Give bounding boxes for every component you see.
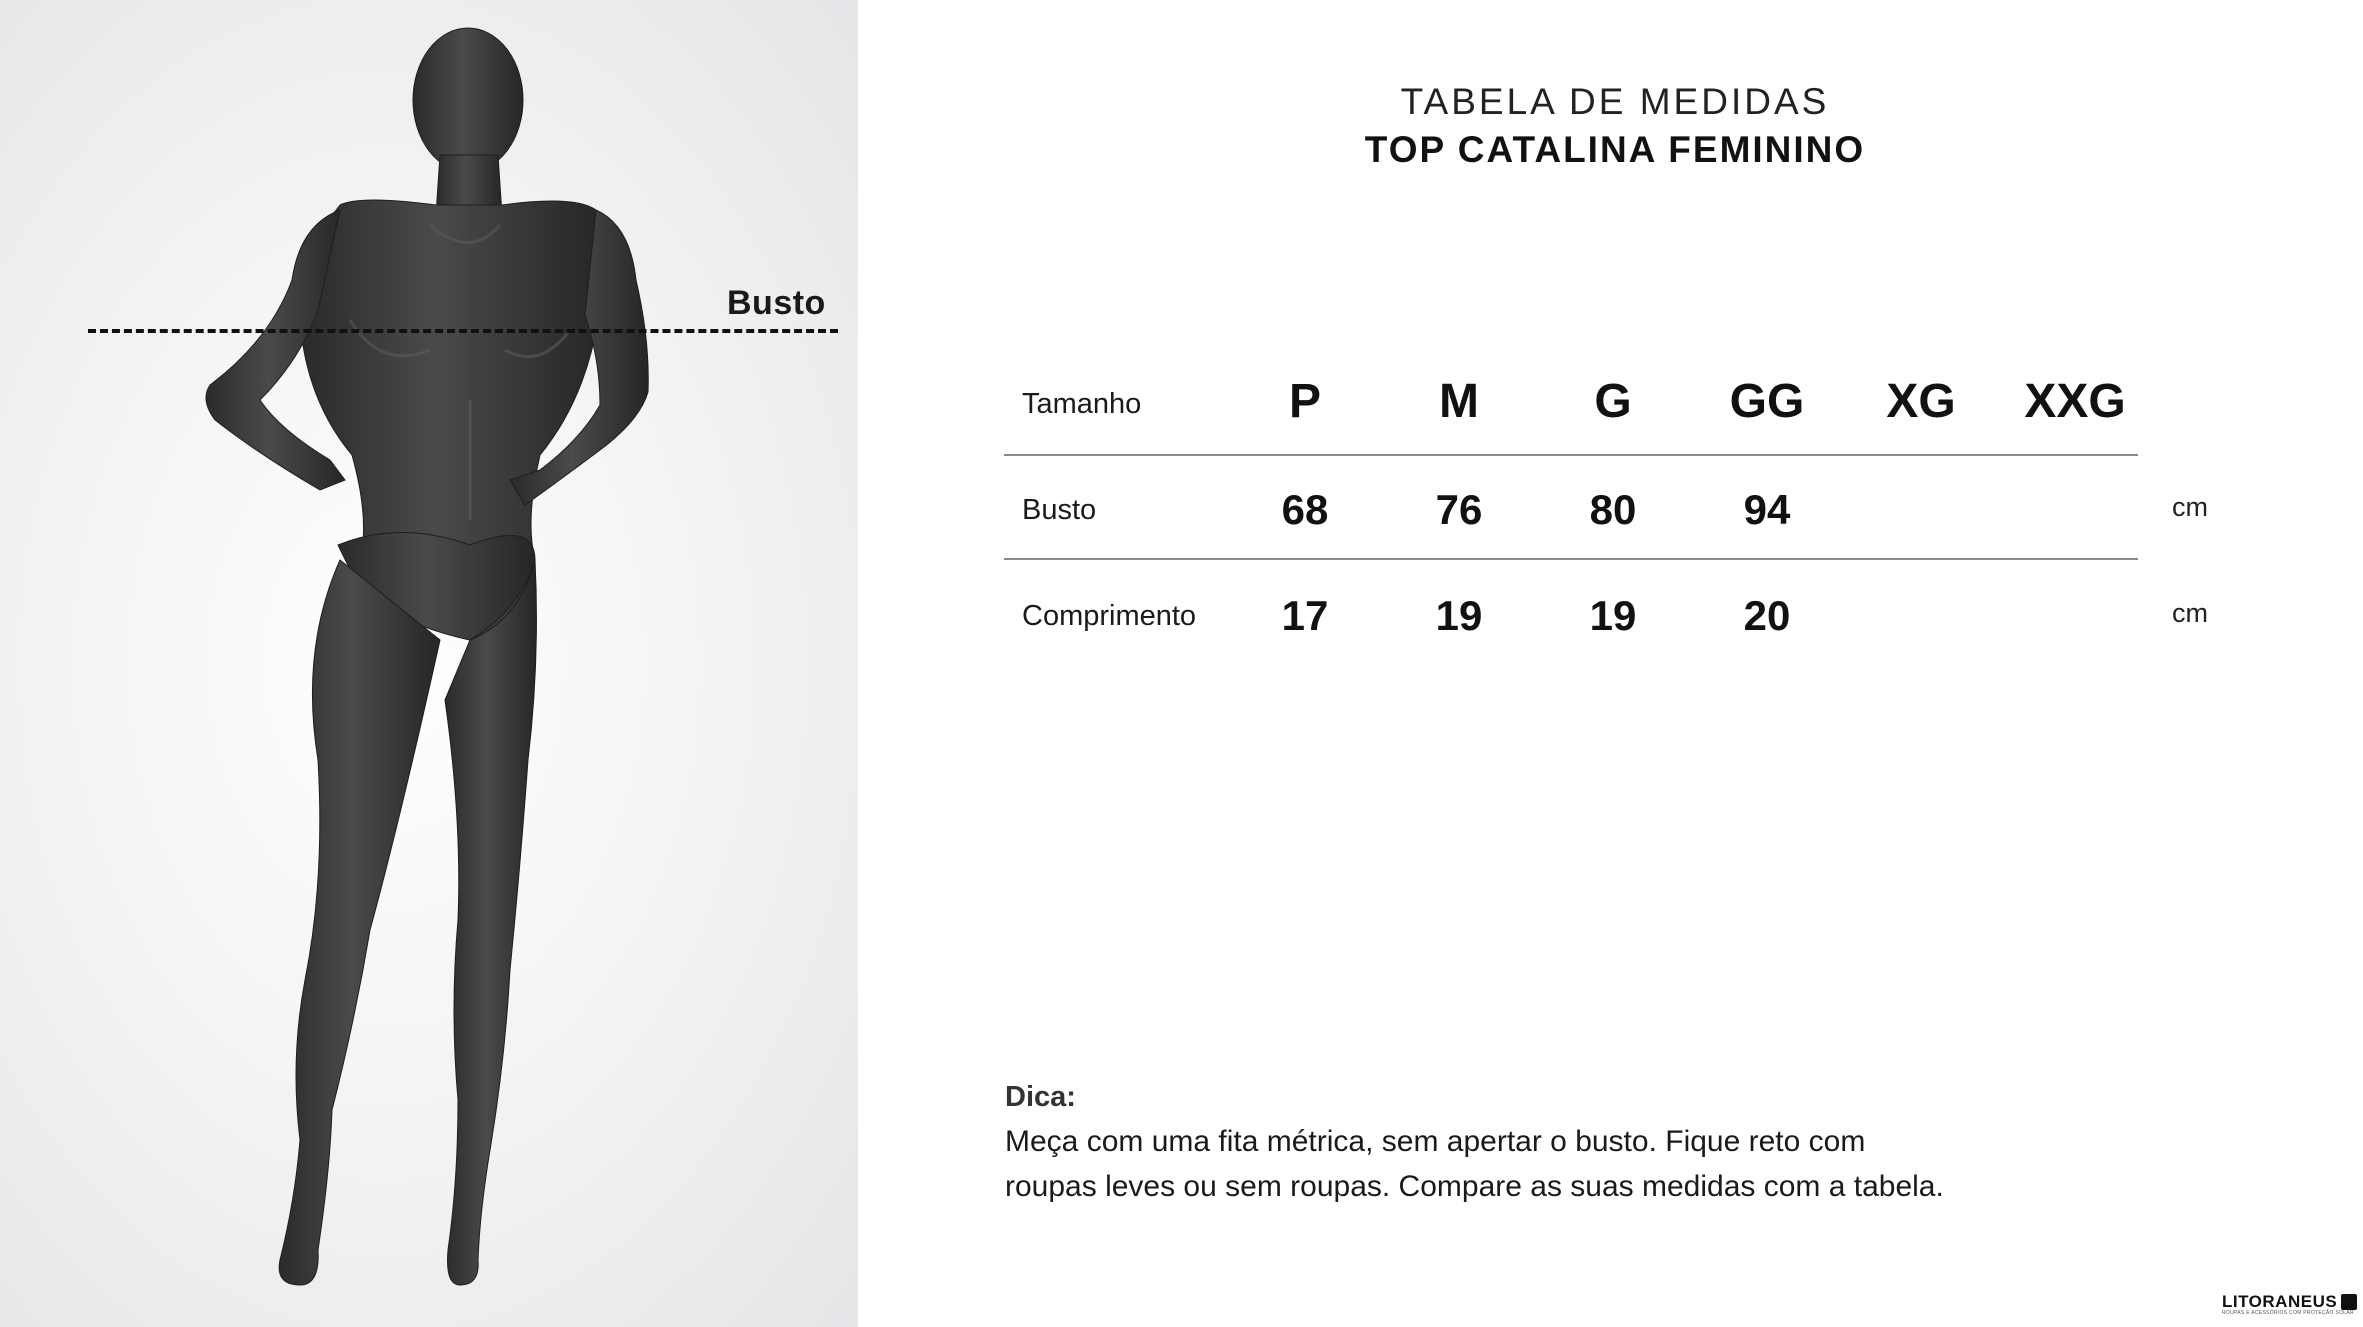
table-divider [1004, 558, 2138, 560]
size-header-row [1004, 368, 2144, 458]
length-value-m: 19 [1435, 592, 1483, 639]
tip-line-2: roupas leves ou sem roupas. Compare as suas medidas com a tabela. [1005, 1170, 1944, 1203]
bust-value-p: 68 [1281, 486, 1329, 533]
brand-tagline: ROUPAS E ACESSÓRIOS COM PROTEÇÃO SOLAR [2222, 1310, 2354, 1316]
product-name: TOP CATALINA FEMININO [1364, 129, 1866, 170]
bust-unit: cm [2172, 492, 2208, 522]
table-divider [1004, 454, 2138, 456]
length-value-p: 17 [1281, 592, 1329, 639]
brand-badge-icon [2341, 1294, 2357, 1310]
bust-value-g: 80 [1589, 486, 1637, 533]
length-value-g: 19 [1589, 592, 1637, 639]
size-g: G [1594, 375, 1632, 428]
tip-line-1: Meça com uma fita métrica, sem apertar o busto. Fique reto com [1005, 1125, 1866, 1158]
row-label-length: Comprimento [1022, 600, 1197, 632]
figure-panel [0, 0, 858, 1327]
bust-label: Busto [727, 284, 826, 322]
table-row-length [1004, 578, 2208, 668]
page-title: TABELA DE MEDIDAS [1400, 81, 1830, 122]
bust-value-m: 76 [1435, 486, 1483, 533]
brand-logo [2222, 1292, 2357, 1322]
title-block [1200, 78, 2030, 174]
bust-measure-line [88, 329, 838, 333]
size-gg: GG [1729, 375, 1805, 428]
size-p: P [1288, 375, 1321, 428]
mannequin-illustration [0, 0, 858, 1327]
brand-name: LITORANEUS [2222, 1292, 2338, 1311]
length-value-gg: 20 [1743, 592, 1791, 639]
tip-block [1005, 1075, 2105, 1209]
size-xxg: XXG [2024, 375, 2126, 428]
row-label-bust: Busto [1022, 494, 1097, 526]
bust-value-gg: 94 [1743, 486, 1791, 533]
size-header-label: Tamanho [1022, 388, 1142, 420]
size-xg: XG [1886, 375, 1956, 428]
size-m: M [1439, 375, 1479, 428]
table-row-bust [1004, 472, 2208, 562]
tip-title: Dica: [1005, 1081, 1076, 1113]
length-unit: cm [2172, 598, 2208, 628]
